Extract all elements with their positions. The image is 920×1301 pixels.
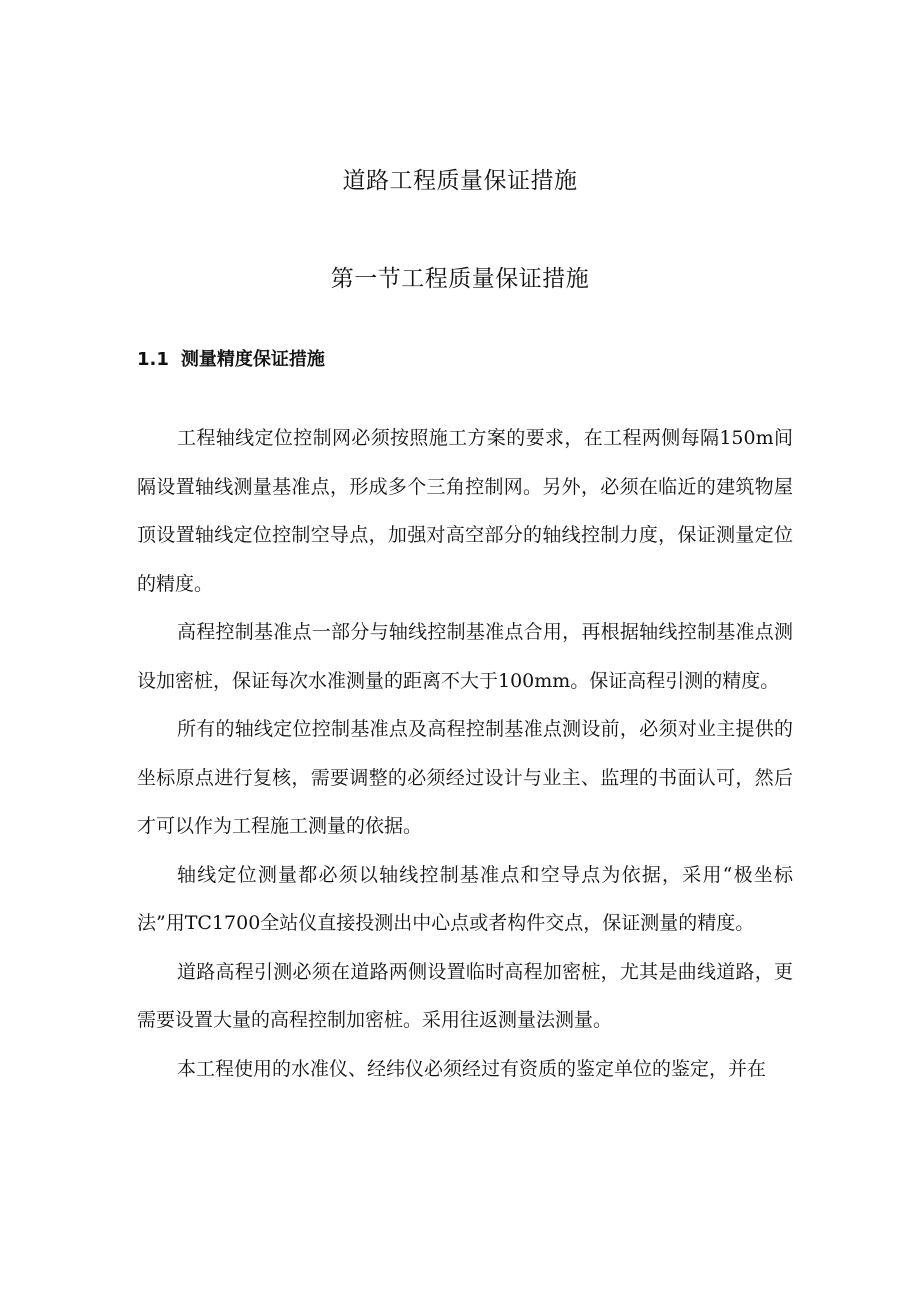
subsection-heading (137, 347, 325, 373)
paragraph: 轴线定位测量都必须以轴线控制基准点和空导点为依据，采用“极坐标法”用TC1700全站仪直接投测出中心点或者构件交点，保证测量的精度。 (137, 863, 793, 934)
paragraph: 道路高程引测必须在道路两侧设置临时高程加密桩，尤其是曲线道路，更需要设置大量的高程控制加密桩。采用往返测量法测量。 (137, 960, 793, 1031)
subsection-number: 1.1 (137, 349, 169, 370)
section-title: 第一节工程质量保证措施 (330, 266, 590, 292)
document-title: 道路工程质量保证措施 (342, 168, 578, 194)
body-text (137, 414, 793, 1093)
paragraph: 本工程使用的水准仪、经纬仪必须经过有资质的鉴定单位的鉴定，并在 (177, 1057, 767, 1080)
paragraph: 高程控制基准点一部分与轴线控制基准点合用，再根据轴线控制基准点测设加密桩，保证每次水准测量的距离不大于100mm。保证高程引测的精度。 (137, 621, 793, 692)
subsection-title: 测量精度保证措施 (180, 349, 325, 370)
paragraph: 所有的轴线定位控制基准点及高程控制基准点测设前，必须对业主提供的坐标原点进行复核，需要调整的必须经过设计与业主、监理的书面认可，然后才可以作为工程施工测量的依据。 (137, 718, 793, 837)
paragraph: 工程轴线定位控制网必须按照施工方案的要求，在工程两侧每隔150m间隔设置轴线测量基准点，形成多个三角控制网。另外，必须在临近的建筑物屋顶设置轴线定位控制空导点，加强对高空部分的轴线控制力度，保证测量定位的精度。 (137, 427, 793, 595)
